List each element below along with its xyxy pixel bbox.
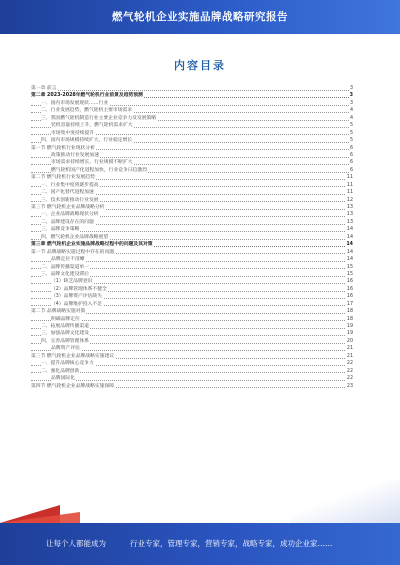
toc-entry-page: 23 [346, 383, 353, 389]
toc-entry-page: 22 [346, 376, 353, 382]
toc-entry[interactable] [31, 92, 353, 99]
toc-entry-page: 12 [346, 197, 353, 203]
toc-entry-page: 18 [346, 316, 353, 322]
toc-entry[interactable] [31, 204, 353, 211]
toc-entry-label: 第二章 2023-2028年燃气轮机行业前景及趋势预测 [31, 93, 143, 99]
toc-entry[interactable] [31, 174, 353, 181]
toc-entry-page: 6 [349, 145, 353, 151]
toc-entry-label: 二、国产化替代进程加速 [41, 190, 94, 196]
toc-entry-label: 明确品牌定位 [51, 316, 80, 322]
toc-entry-page: 19 [346, 324, 353, 329]
toc-entry[interactable] [31, 197, 353, 204]
toc-entry[interactable] [31, 241, 353, 248]
toc-entry-page: 18 [346, 309, 353, 315]
toc-entry-label: 一、提升品牌核心竞争力 [41, 361, 94, 367]
toc-entry-page: 16 [346, 294, 353, 300]
toc-entry-page: 22 [346, 361, 353, 367]
toc-entry-label: 燃气轮机国产化进程加快，行业竞争日趋激烈 [51, 167, 147, 173]
toc-entry-label: 二、拓展品牌传播渠道 [41, 324, 89, 329]
toc-entry[interactable] [31, 100, 353, 107]
toc-entry-page: 6 [349, 167, 353, 173]
toc-entry-label: （1）缺乏品牌意识 [51, 279, 93, 285]
toc-entry-label: 三、品牌竞争策略 [41, 227, 80, 233]
toc-entry-label: （2）品牌管理体系不健全 [51, 286, 107, 292]
toc-entry[interactable] [31, 122, 353, 129]
toc-leader-dots [31, 90, 353, 91]
toc-entry-label: 二、行业发展趋势，燃气轮机主要市场需求 [41, 108, 133, 114]
toc-entry-page: 6 [349, 152, 353, 158]
toc-entry-page: 3 [349, 100, 353, 106]
toc-entry-page: 14 [346, 234, 353, 240]
toc-entry[interactable] [31, 137, 353, 144]
toc-entry[interactable] [31, 375, 353, 382]
table-of-contents [31, 85, 353, 390]
toc-entry-label: 四、国内市场规模持续扩大，行业稳定增长 [41, 138, 133, 144]
toc-entry-page: 6 [349, 160, 353, 166]
toc-entry-label: （4）品牌维护投入不足 [51, 301, 103, 307]
toc-entry-label: 三、品牌文化建设滞后 [41, 271, 89, 277]
toc-heading: 内容目录 [174, 59, 226, 72]
toc-entry[interactable] [31, 159, 353, 166]
toc-entry[interactable] [31, 330, 353, 337]
toc-entry-page: 5 [349, 138, 353, 144]
toc-entry-page: 14 [346, 227, 353, 233]
toc-entry-page: 5 [349, 130, 353, 136]
toc-entry[interactable] [31, 293, 353, 300]
toc-entry-label: 第二节 燃气轮机行业发展趋势 [31, 175, 95, 181]
toc-entry[interactable] [31, 85, 353, 92]
toc-entry-label: 三、加强品牌文化建设 [41, 331, 89, 337]
toc-entry[interactable] [31, 308, 353, 315]
toc-entry[interactable] [31, 368, 353, 375]
toc-entry[interactable] [31, 256, 353, 263]
toc-entry[interactable] [31, 271, 353, 278]
toc-entry-label: 二、强化品牌创新 [41, 368, 80, 374]
toc-entry-label: 第四节 燃气轮机企业品牌战略实施保障 [31, 383, 115, 389]
toc-entry-label: 第一节 品牌战略实施过程中存在的问题 [31, 249, 115, 255]
toc-entry-label: 第三节 燃气轮机企业品牌战略分析 [31, 205, 105, 210]
toc-entry[interactable] [31, 130, 353, 137]
toc-entry[interactable] [31, 383, 353, 390]
toc-entry-page: 15 [346, 264, 353, 270]
toc-entry-label: （3）品牌资产评估缺失 [51, 294, 103, 300]
toc-entry-page: 16 [346, 279, 353, 285]
toc-entry-page: 13 [346, 219, 353, 225]
toc-entry-page: 16 [346, 286, 353, 292]
toc-entry-label: 第一章 前言 [31, 86, 57, 91]
toc-entry-page: 21 [346, 353, 353, 359]
toc-entry[interactable] [31, 286, 353, 293]
toc-entry[interactable] [31, 182, 353, 189]
toc-entry[interactable] [31, 189, 353, 196]
toc-entry-page: 11 [346, 190, 353, 196]
toc-entry-label: 第一节 燃气轮机行业现状分析 [31, 145, 95, 151]
toc-entry[interactable] [31, 278, 353, 285]
red-ribbon-accent [0, 512, 80, 523]
footer-roles: 行业专家，管理专家，营销专家，战略专家，成功企业家…… [130, 539, 333, 548]
toc-entry-label: 市场需求持续增长，行业规模不断扩大 [51, 160, 133, 166]
toc-entry-page: 11 [346, 175, 353, 181]
toc-entry-label: 市场集中度持续提升 [51, 130, 95, 136]
toc-entry-page: 22 [346, 368, 353, 374]
toc-entry-page: 21 [346, 346, 353, 352]
header-banner [0, 0, 400, 34]
toc-entry-page: 3 [349, 86, 353, 91]
toc-entry-label: 装机容量持续上升，燃气轮机需求扩大 [51, 123, 133, 129]
toc-entry-page: 17 [346, 301, 353, 307]
toc-entry[interactable] [31, 353, 353, 360]
toc-entry[interactable] [31, 316, 353, 323]
footer-banner [0, 523, 400, 565]
footer-slogan: 让每个人都能成为 [46, 539, 106, 548]
toc-entry-label: 政策推动行业发展加速 [51, 152, 99, 158]
toc-entry-label: 二、品牌传播渠道单一 [41, 264, 89, 270]
toc-entry-page: 14 [346, 242, 353, 248]
toc-entry-page: 13 [346, 212, 353, 218]
toc-entry[interactable] [31, 338, 353, 345]
toc-entry-label: 一、企业品牌战略现状分析 [41, 212, 99, 218]
toc-entry-label: 第三章 燃气轮机企业实施品牌战略过程中的问题及其对策 [31, 242, 153, 248]
toc-entry[interactable] [31, 323, 353, 330]
toc-entry-page: 11 [346, 182, 353, 188]
toc-entry-page: 5 [349, 123, 353, 129]
decorative-gradient [290, 480, 400, 523]
toc-entry-page: 14 [346, 257, 353, 263]
report-title: 燃气轮机企业实施品牌战略研究报告 [112, 11, 288, 23]
toc-entry-page: 3 [349, 93, 353, 99]
toc-entry-page: 4 [349, 115, 353, 121]
toc-entry-label: 一、行业集中度将逐步提高 [41, 182, 99, 188]
toc-entry[interactable] [31, 145, 353, 152]
toc-entry-page: 4 [349, 108, 353, 114]
toc-entry-label: 四、完善品牌管理体系 [41, 338, 89, 344]
toc-entry[interactable] [31, 301, 353, 308]
toc-entry-page: 20 [346, 338, 353, 344]
toc-entry[interactable] [31, 219, 353, 226]
toc-entry[interactable] [31, 167, 353, 174]
toc-entry-page: 14 [346, 249, 353, 255]
toc-entry-label: 二、品牌建设存在的问题 [41, 219, 94, 225]
toc-entry-label: 第二节 品牌战略实施对策 [31, 309, 86, 315]
toc-entry-label: 一、国内市场发展现状……行业 [41, 100, 109, 106]
toc-entry-label: 第三节 燃气轮机企业品牌战略实施建议 [31, 353, 115, 359]
toc-entry-label: 四、燃气轮机企业品牌战略展望 [41, 234, 109, 240]
toc-entry-label: 三、我国燃气轮机制造行业主要企业竞争力及发展策略 [41, 115, 157, 121]
toc-entry[interactable] [31, 345, 353, 352]
toc-entry-page: 13 [346, 205, 353, 210]
toc-entry[interactable] [31, 107, 353, 114]
toc-entry[interactable] [31, 360, 353, 367]
toc-entry-label: 品牌国际化 [51, 376, 75, 382]
toc-entry[interactable] [31, 226, 353, 233]
toc-entry-label: 品牌资产评估 [51, 346, 80, 352]
toc-entry[interactable] [31, 211, 353, 218]
toc-entry[interactable] [31, 115, 353, 122]
toc-leader-dots [31, 380, 353, 381]
toc-entry[interactable] [31, 152, 353, 159]
toc-entry-page: 15 [346, 271, 353, 277]
toc-entry-label: 品牌定位不清晰 [51, 257, 85, 263]
toc-entry[interactable] [31, 234, 353, 241]
toc-entry[interactable] [31, 249, 353, 256]
toc-entry-page: 19 [346, 331, 353, 337]
toc-entry[interactable] [31, 264, 353, 271]
toc-entry-label: 三、技术创新推动行业发展 [41, 197, 99, 203]
